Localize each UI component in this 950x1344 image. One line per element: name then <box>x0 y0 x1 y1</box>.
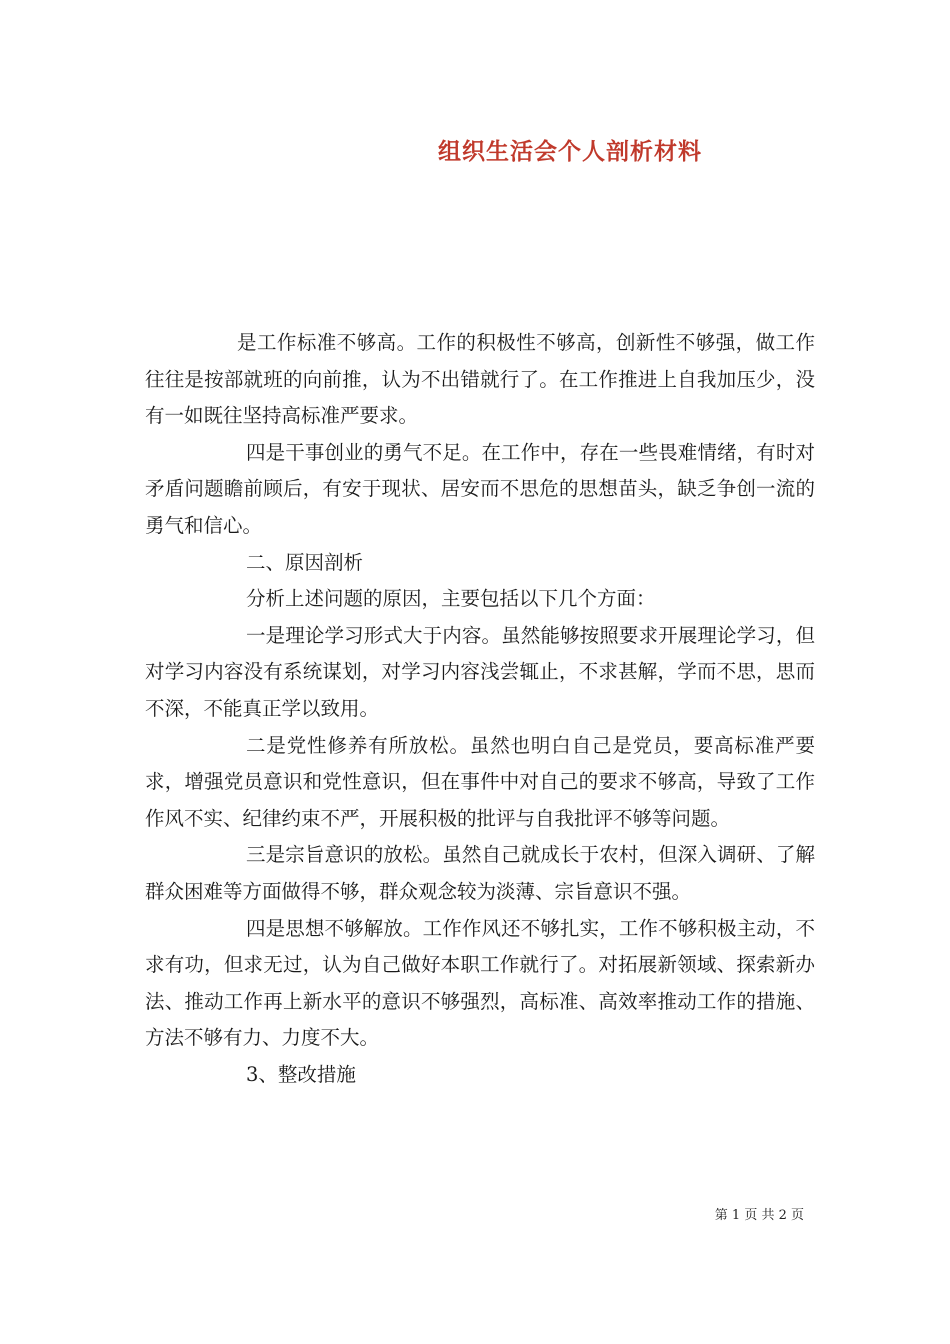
paragraph: 一是理论学习形式大于内容。虽然能够按照要求开展理论学习，但对学习内容没有系统谋划，对学习内容浅尝辄止，不求甚解，学而不思，思而不深，不能真正学以致用。 <box>145 623 815 720</box>
paragraph: 三是宗旨意识的放松。虽然自己就成长于农村，但深入调研、了解群众困难等方面做得不够，群众观念较为淡薄、宗旨意识不强。 <box>145 843 815 903</box>
paragraph: 二是党性修养有所放松。虽然也明白自己是党员，要高标准严要求，增强党员意识和党性意识，但在事件中对自己的要求不够高，导致了工作作风不实、纪律约束不严，开展积极的批评与自我批评不够等问题。 <box>145 733 815 830</box>
document-body <box>145 325 815 1093</box>
paragraph: 四是思想不够解放。工作作风还不够扎实，工作不够积极主动，不求有功，但求无过，认为自己做好本职工作就行了。对拓展新领域、探索新办法、推动工作再上新水平的意识不够强烈，高标准、高效率推动工作的措施、方法不够有力、力度不大。 <box>145 916 815 1050</box>
page-number: 第 1 页 共 2 页 <box>714 1208 804 1223</box>
section-heading: 3、整改措施 <box>246 1062 356 1086</box>
paragraph: 分析上述问题的原因，主要包括以下几个方面： <box>246 587 656 611</box>
section-heading: 二、原因剖析 <box>246 550 364 574</box>
paragraph: 是工作标准不够高。工作的积极性不够高，创新性不够强，做工作往往是按部就班的向前推，认为不出错就行了。在工作推进上自我加压少，没有一如既往坚持高标准严要求。 <box>145 331 815 428</box>
document-title: 组织生活会个人剖析材料 <box>438 138 702 165</box>
paragraph: 四是干事创业的勇气不足。在工作中，存在一些畏难情绪，有时对矛盾问题瞻前顾后，有安于现状、居安而不思危的思想苗头，缺乏争创一流的勇气和信心。 <box>145 440 815 537</box>
